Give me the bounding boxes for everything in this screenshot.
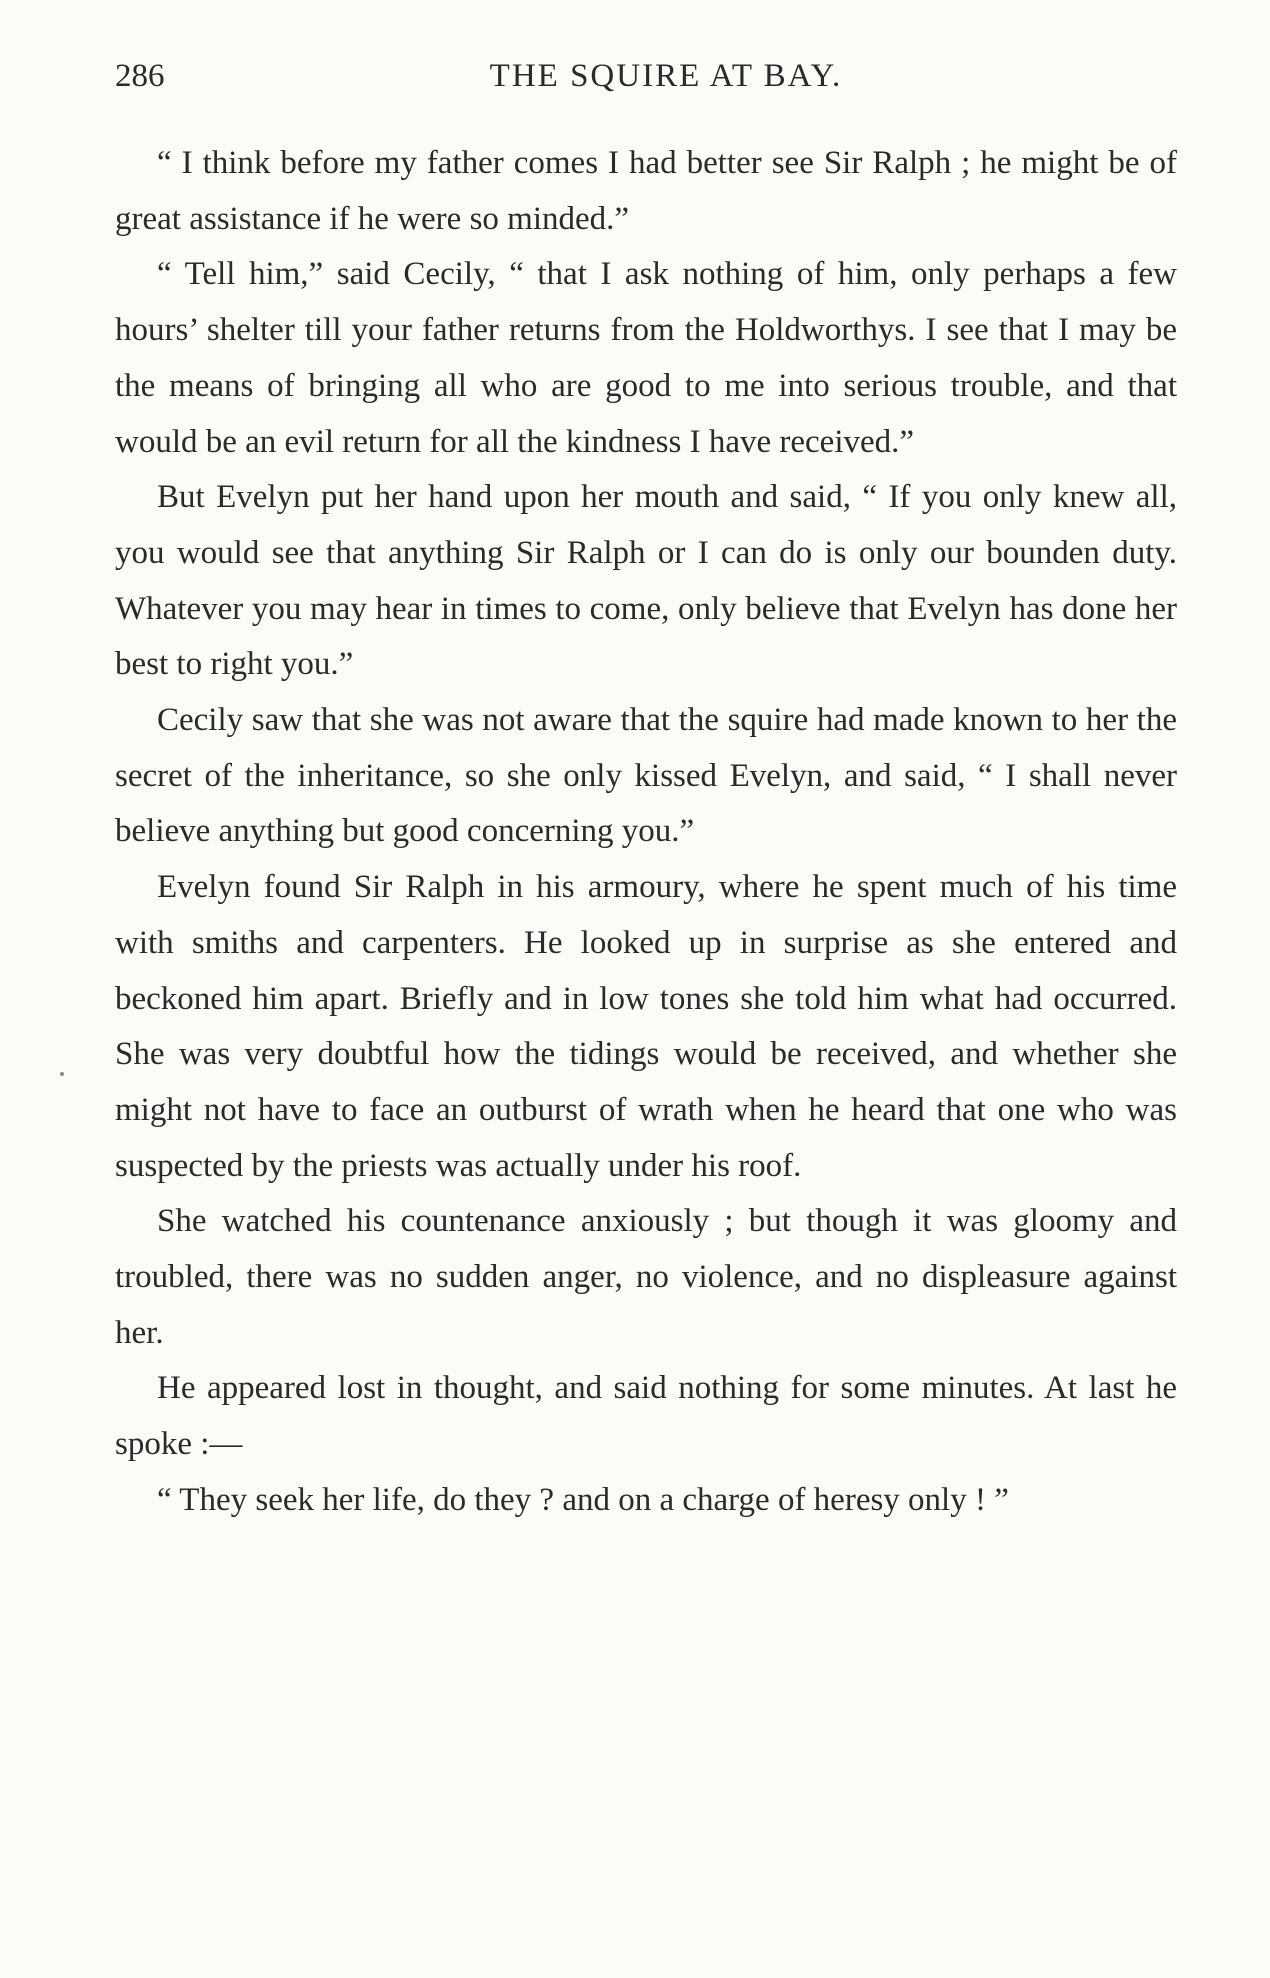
book-page — [115, 58, 1177, 1529]
page-number: 286 — [115, 58, 165, 94]
paragraph: “ I think before my father comes I had better see Sir Ralph ; he might be of great assistance if he were so minded.” — [115, 145, 1177, 237]
running-header — [115, 58, 1177, 108]
paragraph: “ They seek her life, do they ? and on a charge of heresy only ! ” — [157, 1481, 1009, 1518]
paragraph: Evelyn found Sir Ralph in his armoury, where he spent much of his time with smiths and carpenters. He looked up in surprise as she entered and beckoned him apart. Briefly and in low tones she told him what had occurred. She was very doubtful how the tidings would be received, and whether she might not have to face an outburst of wrath when he heard that one who was suspected by the priests was actually under his roof. — [115, 869, 1177, 1184]
paragraph: She watched his countenance anxiously ; but though it was gloomy and troubled, there was no sudden anger, no violence, and no displeasure against her. — [115, 1203, 1177, 1351]
paper-speck — [60, 1072, 64, 1076]
paragraph: Cecily saw that she was not aware that the squire had made known to her the secret of the inheritance, so she only kissed Evelyn, and said, “ I shall never believe anything but good concerning you.” — [115, 702, 1177, 850]
running-title: THE SQUIRE AT BAY. — [489, 58, 843, 94]
paragraph: “ Tell him,” said Cecily, “ that I ask nothing of him, only perhaps a few hours’ shelter till your father returns from the Holdworthys. I see that I may be the means of bringing all who are good to me into serious trouble, and that would be an evil return for all the kindness I have received.” — [115, 256, 1177, 460]
paragraph: He appeared lost in thought, and said nothing for some minutes. At last he spoke :— — [115, 1370, 1177, 1463]
body-text — [115, 136, 1177, 1529]
paragraph: But Evelyn put her hand upon her mouth and said, “ If you only knew all, you would see that anything Sir Ralph or I can do is only our bounden duty. Whatever you may hear in times to come, only believe that Evelyn has done her best to right you.” — [115, 479, 1177, 683]
